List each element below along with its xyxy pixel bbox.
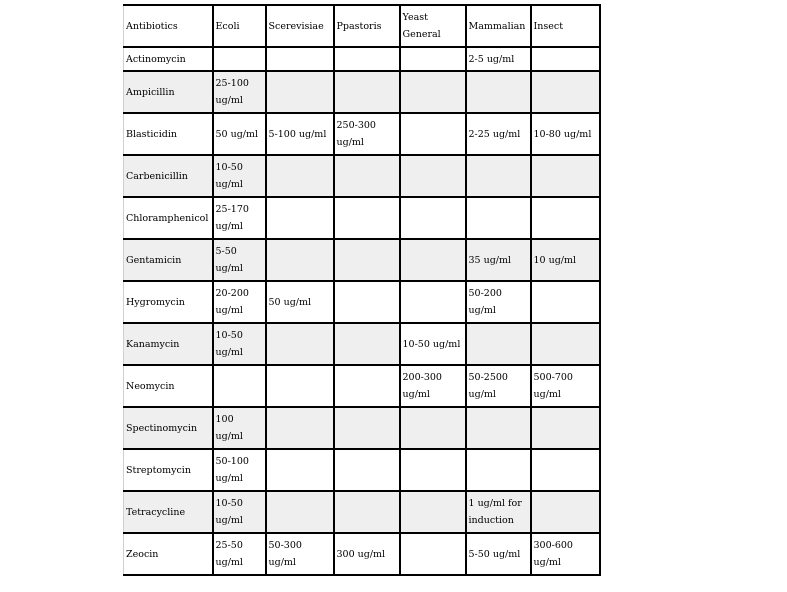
antibiotic-name: Neomycin xyxy=(124,365,213,407)
header-antibiotics: Antibiotics xyxy=(124,5,213,47)
ecoli-cell: 20-200 ug/ml xyxy=(213,281,266,323)
yeast-general-cell xyxy=(400,155,466,197)
scerevisiae-cell xyxy=(266,365,334,407)
mammalian-cell xyxy=(466,197,531,239)
mammalian-cell xyxy=(466,449,531,491)
ppastoris-cell: 300 ug/ml xyxy=(334,533,400,575)
insect-cell xyxy=(531,47,600,71)
scerevisiae-cell: 50-300 ug/ml xyxy=(266,533,334,575)
antibiotic-name: Actinomycin xyxy=(124,47,213,71)
yeast-general-cell xyxy=(400,533,466,575)
table-row xyxy=(124,71,600,113)
ecoli-cell: 5-50 ug/ml xyxy=(213,239,266,281)
ecoli-cell: 25-100 ug/ml xyxy=(213,71,266,113)
antibiotic-name: Hygromycin xyxy=(124,281,213,323)
table-row xyxy=(124,323,600,365)
insect-cell xyxy=(531,491,600,533)
antibiotic-name: Ampicillin xyxy=(124,71,213,113)
ecoli-cell: 50 ug/ml xyxy=(213,113,266,155)
ecoli-cell xyxy=(213,365,266,407)
header-insect: Insect xyxy=(531,5,600,47)
ppastoris-cell xyxy=(334,47,400,71)
mammalian-cell: 5-50 ug/ml xyxy=(466,533,531,575)
ppastoris-cell xyxy=(334,449,400,491)
yeast-general-cell xyxy=(400,491,466,533)
mammalian-cell: 50-2500 ug/ml xyxy=(466,365,531,407)
yeast-general-cell xyxy=(400,239,466,281)
mammalian-cell: 35 ug/ml xyxy=(466,239,531,281)
ppastoris-cell xyxy=(334,323,400,365)
ecoli-cell xyxy=(213,47,266,71)
table-row xyxy=(124,47,600,71)
ecoli-cell: 10-50 ug/ml xyxy=(213,323,266,365)
ppastoris-cell: 250-300 ug/ml xyxy=(334,113,400,155)
antibiotic-name: Kanamycin xyxy=(124,323,213,365)
table-row xyxy=(124,407,600,449)
ppastoris-cell xyxy=(334,281,400,323)
ppastoris-cell xyxy=(334,365,400,407)
insect-cell xyxy=(531,449,600,491)
antibiotic-name: Gentamicin xyxy=(124,239,213,281)
yeast-general-cell: 200-300 ug/ml xyxy=(400,365,466,407)
antibiotic-name: Zeocin xyxy=(124,533,213,575)
ecoli-cell: 100 ug/ml xyxy=(213,407,266,449)
scerevisiae-cell xyxy=(266,239,334,281)
insect-cell xyxy=(531,155,600,197)
ecoli-cell: 50-100 ug/ml xyxy=(213,449,266,491)
header-row xyxy=(124,5,600,47)
insect-cell: 10-80 ug/ml xyxy=(531,113,600,155)
header-scerevisiae: Scerevisiae xyxy=(266,5,334,47)
antibiotic-name: Tetracycline xyxy=(124,491,213,533)
antibiotic-concentration-table xyxy=(123,4,601,576)
scerevisiae-cell xyxy=(266,197,334,239)
yeast-general-cell xyxy=(400,197,466,239)
antibiotic-name: Carbenicillin xyxy=(124,155,213,197)
mammalian-cell: 2-5 ug/ml xyxy=(466,47,531,71)
antibiotic-name: Spectinomycin xyxy=(124,407,213,449)
table-row xyxy=(124,533,600,575)
ppastoris-cell xyxy=(334,197,400,239)
mammalian-cell: 1 ug/ml for induction xyxy=(466,491,531,533)
antibiotic-name: Chloramphenicol xyxy=(124,197,213,239)
insect-cell: 300-600 ug/ml xyxy=(531,533,600,575)
mammalian-cell xyxy=(466,155,531,197)
mammalian-cell xyxy=(466,323,531,365)
insect-cell xyxy=(531,407,600,449)
ppastoris-cell xyxy=(334,407,400,449)
yeast-general-cell xyxy=(400,47,466,71)
ppastoris-cell xyxy=(334,491,400,533)
insect-cell: 10 ug/ml xyxy=(531,239,600,281)
yeast-general-cell: 10-50 ug/ml xyxy=(400,323,466,365)
scerevisiae-cell: 5-100 ug/ml xyxy=(266,113,334,155)
header-ppastoris: Ppastoris xyxy=(334,5,400,47)
mammalian-cell xyxy=(466,407,531,449)
scerevisiae-cell xyxy=(266,491,334,533)
yeast-general-cell xyxy=(400,113,466,155)
mammalian-cell: 2-25 ug/ml xyxy=(466,113,531,155)
antibiotic-name: Blasticidin xyxy=(124,113,213,155)
insect-cell xyxy=(531,197,600,239)
table-row xyxy=(124,197,600,239)
ecoli-cell: 10-50 ug/ml xyxy=(213,155,266,197)
ecoli-cell: 25-50 ug/ml xyxy=(213,533,266,575)
insect-cell: 500-700 ug/ml xyxy=(531,365,600,407)
scerevisiae-cell: 50 ug/ml xyxy=(266,281,334,323)
scerevisiae-cell xyxy=(266,449,334,491)
header-yeast-general: Yeast General xyxy=(400,5,466,47)
ppastoris-cell xyxy=(334,71,400,113)
table-row xyxy=(124,491,600,533)
table-row xyxy=(124,281,600,323)
yeast-general-cell xyxy=(400,281,466,323)
antibiotic-name: Streptomycin xyxy=(124,449,213,491)
yeast-general-cell xyxy=(400,71,466,113)
scerevisiae-cell xyxy=(266,323,334,365)
insect-cell xyxy=(531,281,600,323)
ecoli-cell: 10-50 ug/ml xyxy=(213,491,266,533)
yeast-general-cell xyxy=(400,407,466,449)
scerevisiae-cell xyxy=(266,71,334,113)
insect-cell xyxy=(531,71,600,113)
ppastoris-cell xyxy=(334,155,400,197)
scerevisiae-cell xyxy=(266,47,334,71)
table-row xyxy=(124,449,600,491)
table-row xyxy=(124,155,600,197)
scerevisiae-cell xyxy=(266,155,334,197)
ppastoris-cell xyxy=(334,239,400,281)
header-ecoli: Ecoli xyxy=(213,5,266,47)
table-row xyxy=(124,239,600,281)
mammalian-cell: 50-200 ug/ml xyxy=(466,281,531,323)
mammalian-cell xyxy=(466,71,531,113)
insect-cell xyxy=(531,323,600,365)
scerevisiae-cell xyxy=(266,407,334,449)
yeast-general-cell xyxy=(400,449,466,491)
table-row xyxy=(124,365,600,407)
ecoli-cell: 25-170 ug/ml xyxy=(213,197,266,239)
header-mammalian: Mammalian xyxy=(466,5,531,47)
table-row xyxy=(124,113,600,155)
